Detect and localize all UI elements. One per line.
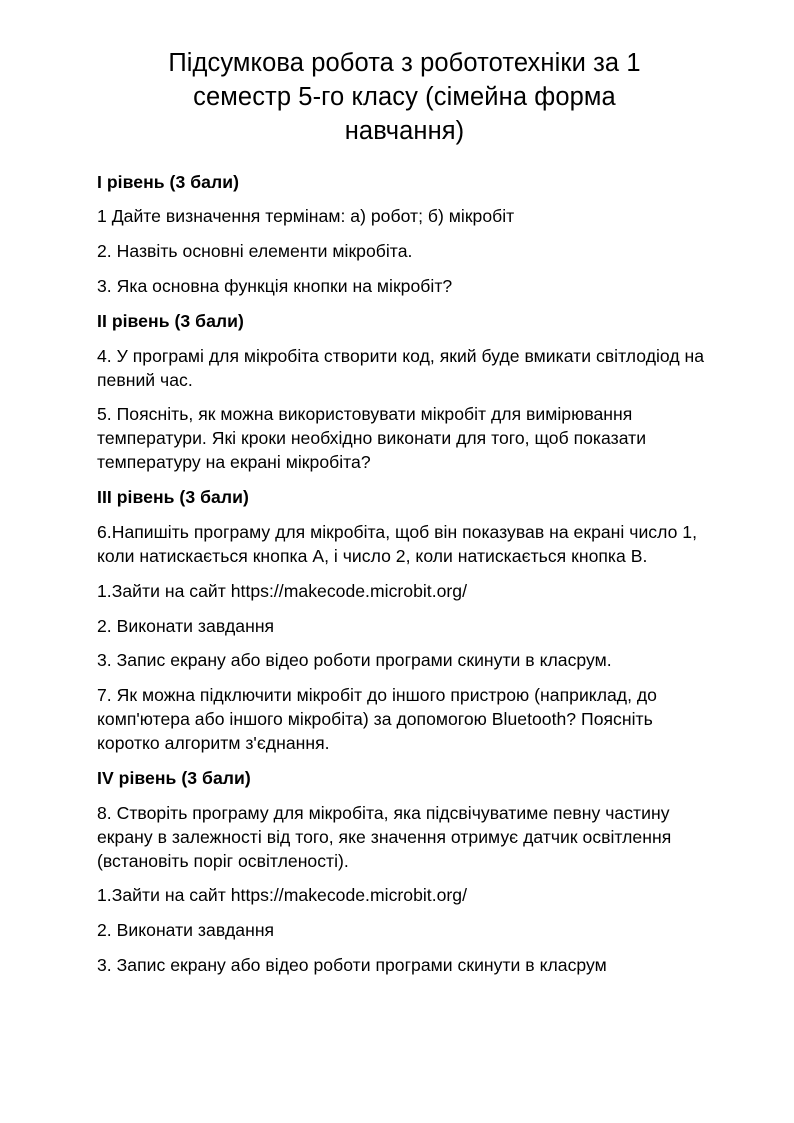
- step-1-visit-site-2: 1.Зайти на сайт https://makecode.microbit.org/: [97, 885, 468, 906]
- question-5: 5. Поясніть, як можна використовувати мікробіт для вимірювання температури. Які кроки необхідно виконати для того, щоб показати температуру на екрані мікробіта?: [97, 404, 651, 473]
- step-3-submit-recording: 3. Запис екрану або відео роботи програми скинути в класрум.: [97, 650, 612, 671]
- level-4-heading: IV рівень (3 бали): [97, 768, 251, 789]
- question-7: 7. Як можна підключити мікробіт до іншого пристрою (наприклад, до комп'ютера або іншого мікробіта) за допомогою Bluetooth? Поясніть коротко алгоритм з'єднання.: [97, 685, 662, 754]
- question-8: 8. Створіть програму для мікробіта, яка підсвічуватиме певну частину екрану в залежності від того, яке значення отримує датчик освітлення (встановіть поріг освітленості).: [97, 802, 677, 871]
- document-body: [97, 171, 713, 979]
- step-1-visit-site: 1.Зайти на сайт https://makecode.microbit.org/: [97, 580, 468, 601]
- level-3-heading: III рівень (3 бали): [97, 487, 249, 508]
- step-2-do-task: 2. Виконати завдання: [97, 615, 275, 636]
- question-3: 3. Яка основна функція кнопки на мікробіт?: [97, 276, 453, 297]
- level-1-heading: I рівень (3 бали): [97, 171, 239, 192]
- page-title-line-3: навчання): [344, 116, 465, 145]
- step-2-do-task-2: 2. Виконати завдання: [97, 920, 275, 941]
- question-4: 4. У програмі для мікробіта створити код, який буде вмикати світлодіод на певний час.: [97, 345, 709, 390]
- question-2: 2. Назвіть основні елементи мікробіта.: [97, 241, 413, 262]
- question-6: 6.Напишіть програму для мікробіта, щоб він показував на екрані число 1, коли натискається кнопка A, і число 2, коли натискається кнопка B.: [97, 521, 702, 566]
- step-3-submit-recording-2: 3. Запис екрану або відео роботи програми скинути в класрум: [97, 955, 607, 976]
- page-title-line-1: Підсумкова робота з робототехніки за 1: [168, 49, 641, 77]
- page-title-line-2: семестр 5-го класу (сімейна форма: [193, 82, 616, 111]
- level-2-heading: II рівень (3 бали): [97, 311, 244, 332]
- page-title: [97, 47, 712, 149]
- question-1: 1 Дайте визначення термінам: а) робот; б) мікробіт: [97, 206, 515, 227]
